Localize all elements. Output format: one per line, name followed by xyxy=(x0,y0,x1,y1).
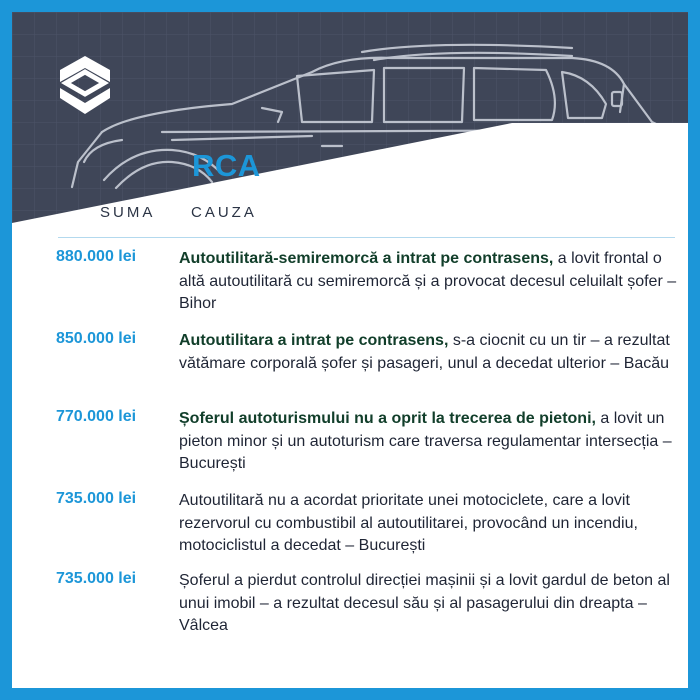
row-amount: 735.000 lei xyxy=(56,490,137,507)
column-header-cause: CAUZA xyxy=(191,204,257,221)
page-title: RCA xyxy=(192,148,261,183)
logo-icon xyxy=(52,52,118,118)
row-cause xyxy=(179,408,677,476)
row-cause-text: a lovit un pieton minor și un autoturism care traversa regulamentar intersecția – București xyxy=(179,410,672,472)
row-cause-text: Șoferul a pierdut controlul direcției mașinii și a lovit gardul de beton al unui imobil – a rezultat decesul său și al pasagerului din dreapta – Vâlcea xyxy=(179,572,670,634)
row-cause xyxy=(179,490,677,558)
row-amount: 850.000 lei xyxy=(56,330,137,347)
row-cause-text: s-a ciocnit cu un tir – a rezultat vătămare corporală șofer și pasageri, unul a decedat ulterior – Bacău xyxy=(179,332,670,372)
row-cause xyxy=(179,570,677,638)
row-amount: 880.000 lei xyxy=(56,248,137,265)
row-cause-lead: Șoferul autoturismului nu a oprit la trecerea de pietoni, xyxy=(179,410,596,427)
row-cause-lead: Autoutilitară-semiremorcă a intrat pe contrasens, xyxy=(179,250,554,267)
header-divider xyxy=(58,237,675,238)
row-cause-text: a lovit frontal o altă autoutilitară cu semiremorcă și a provocat decesul celuilalt șofer – Bihor xyxy=(179,250,677,312)
column-header-amount: SUMA xyxy=(100,204,156,221)
row-amount: 770.000 lei xyxy=(56,408,137,425)
row-cause-lead: Autoutilitara a intrat pe contrasens, xyxy=(179,332,449,349)
row-amount: 735.000 lei xyxy=(56,570,137,587)
row-cause-text: Autoutilitară nu a acordat prioritate unei motociclete, care a lovit rezervorul cu combustibil al autoutilitarei, provocând un incendiu, motociclistul a decedat – București xyxy=(179,492,638,554)
row-cause xyxy=(179,248,677,316)
row-cause xyxy=(179,330,677,375)
